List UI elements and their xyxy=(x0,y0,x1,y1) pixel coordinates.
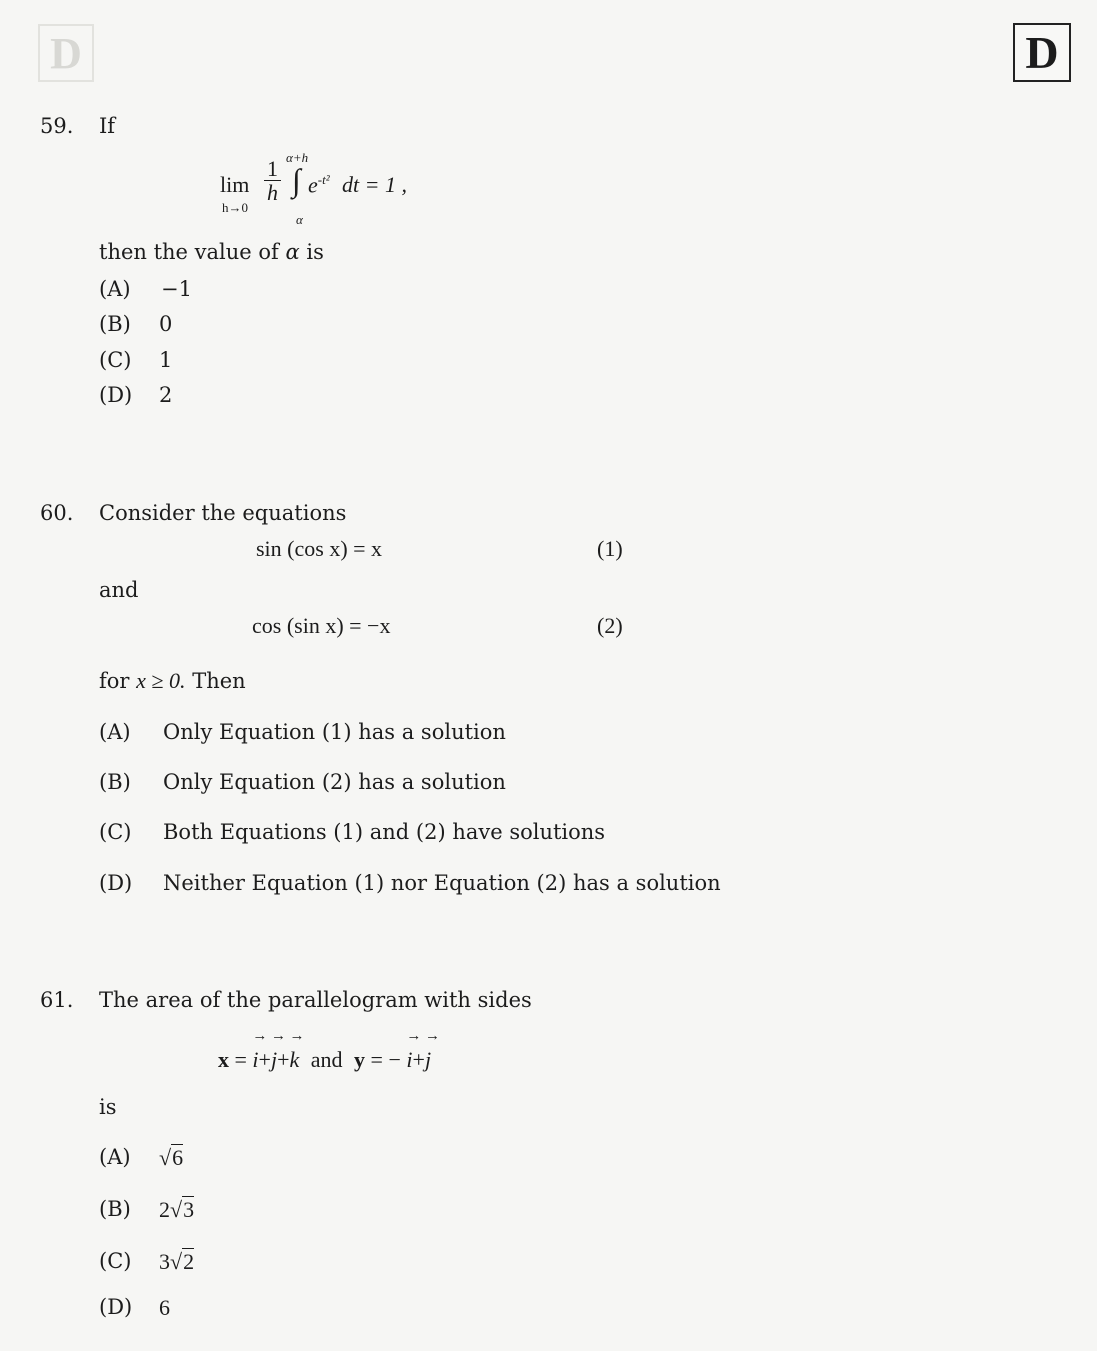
option-label: (C) xyxy=(99,1249,132,1273)
q61-tail: is xyxy=(99,1095,117,1119)
q59-integral-lower: α xyxy=(296,212,303,227)
option-label: (D) xyxy=(99,383,133,407)
sqrt-icon: √ xyxy=(159,1145,172,1170)
q59-option-d[interactable] xyxy=(99,383,173,407)
q61-minus: − xyxy=(388,1047,401,1072)
q59-option-c[interactable] xyxy=(99,348,173,372)
q60-condition-prefix: for xyxy=(99,669,130,693)
option-label: (D) xyxy=(99,1295,133,1319)
option-text: Only Equation (1) has a solution xyxy=(163,720,506,744)
q61-y-label: y xyxy=(354,1047,366,1072)
q61-c-coef: 3 xyxy=(159,1249,170,1274)
q61-number: 61. xyxy=(40,988,74,1012)
q61-and: and xyxy=(310,1047,343,1072)
q59-stem xyxy=(99,240,324,264)
q61-x-label: x xyxy=(218,1047,229,1072)
option-label: (C) xyxy=(99,348,132,372)
option-label: (A) xyxy=(99,277,131,301)
q61-c-radicand: 2 xyxy=(183,1249,195,1274)
q59-stem-prefix: then the value of xyxy=(99,240,279,264)
option-label: (C) xyxy=(99,820,132,844)
q60-option-c[interactable] xyxy=(99,820,606,844)
option-text: Only Equation (2) has a solution xyxy=(163,770,506,794)
q59-option-b[interactable] xyxy=(99,312,173,336)
sqrt-icon: √ xyxy=(170,1249,183,1274)
q59-lead: If xyxy=(99,114,116,138)
q61-option-b[interactable] xyxy=(99,1197,195,1222)
option-value xyxy=(159,1145,183,1171)
q61-option-a[interactable] xyxy=(99,1145,184,1170)
q60-equation-1: sin (cos x) = x xyxy=(256,536,383,561)
q59-limit: lim xyxy=(220,172,250,197)
option-label: (A) xyxy=(99,720,131,744)
q61-y-i: → i xyxy=(406,1047,412,1073)
q61-option-c[interactable] xyxy=(99,1249,195,1274)
q61-b-coef: 2 xyxy=(159,1197,170,1222)
q61-plus: + xyxy=(258,1047,271,1072)
q60-option-d[interactable] xyxy=(99,871,721,895)
q59-number: 59. xyxy=(40,114,74,138)
q61-option-d[interactable] xyxy=(99,1295,170,1320)
q59-frac-den: h xyxy=(267,180,278,205)
q61-equals: = xyxy=(234,1047,247,1072)
q61-vector-expression xyxy=(218,1047,431,1073)
option-label: (B) xyxy=(99,1197,131,1221)
q61-x-j: → j xyxy=(271,1047,277,1073)
q60-condition-suffix: Then xyxy=(192,669,246,693)
option-label: (B) xyxy=(99,770,131,794)
option-label: (B) xyxy=(99,312,131,336)
q60-option-b[interactable] xyxy=(99,770,506,794)
q60-condition-math: x ≥ 0. xyxy=(136,668,186,693)
q61-plus: + xyxy=(277,1047,290,1072)
version-badge: D xyxy=(1013,23,1071,82)
q61-plus: + xyxy=(412,1047,425,1072)
q61-lead: The area of the parallelogram with sides xyxy=(99,988,532,1012)
q59-fraction xyxy=(264,158,281,205)
option-value xyxy=(159,1197,194,1223)
option-value: 6 xyxy=(159,1295,170,1320)
q60-equation-1-tag: (1) xyxy=(597,536,623,561)
q61-x-i: → i xyxy=(252,1047,258,1073)
q60-number: 60. xyxy=(40,501,74,525)
option-text: 1 xyxy=(159,348,173,372)
option-text: Neither Equation (1) nor Equation (2) has a solution xyxy=(163,871,721,895)
option-label: (D) xyxy=(99,871,133,895)
q60-connector: and xyxy=(99,578,139,602)
option-text: Both Equations (1) and (2) have solutions xyxy=(163,820,606,844)
q59-integrand-exp: -t² xyxy=(317,172,330,187)
q59-option-a[interactable] xyxy=(99,277,192,301)
option-label: (A) xyxy=(99,1145,131,1169)
q61-a-radicand: 6 xyxy=(172,1145,184,1170)
option-text: −1 xyxy=(161,277,192,301)
q59-frac-num: 1 xyxy=(264,158,281,181)
integral-sign-icon: ∫ xyxy=(292,162,301,198)
ghost-version-mark: D xyxy=(38,24,94,82)
q59-integral-upper: α+h xyxy=(286,150,309,165)
q59-stem-var: α xyxy=(285,240,300,264)
option-text: 2 xyxy=(159,383,173,407)
sqrt-icon: √ xyxy=(170,1197,183,1222)
q61-equals: = xyxy=(370,1047,383,1072)
q59-integrand-base: e xyxy=(308,172,318,198)
q60-lead: Consider the equations xyxy=(99,501,347,525)
q61-y-j: → j xyxy=(425,1047,431,1073)
q60-equation-2: cos (sin x) = −x xyxy=(252,613,391,638)
option-text: 0 xyxy=(159,312,173,336)
q61-x-k: → k xyxy=(290,1047,300,1073)
q60-condition xyxy=(99,668,246,694)
option-value xyxy=(159,1249,194,1275)
q60-equation-2-tag: (2) xyxy=(597,613,623,638)
q59-stem-suffix: is xyxy=(306,240,324,264)
q59-integrand xyxy=(308,172,330,198)
q60-option-a[interactable] xyxy=(99,720,506,744)
q59-differential: dt = 1 , xyxy=(342,172,407,197)
q59-limit-subscript: h→0 xyxy=(222,200,248,215)
q61-b-radicand: 3 xyxy=(183,1197,195,1222)
